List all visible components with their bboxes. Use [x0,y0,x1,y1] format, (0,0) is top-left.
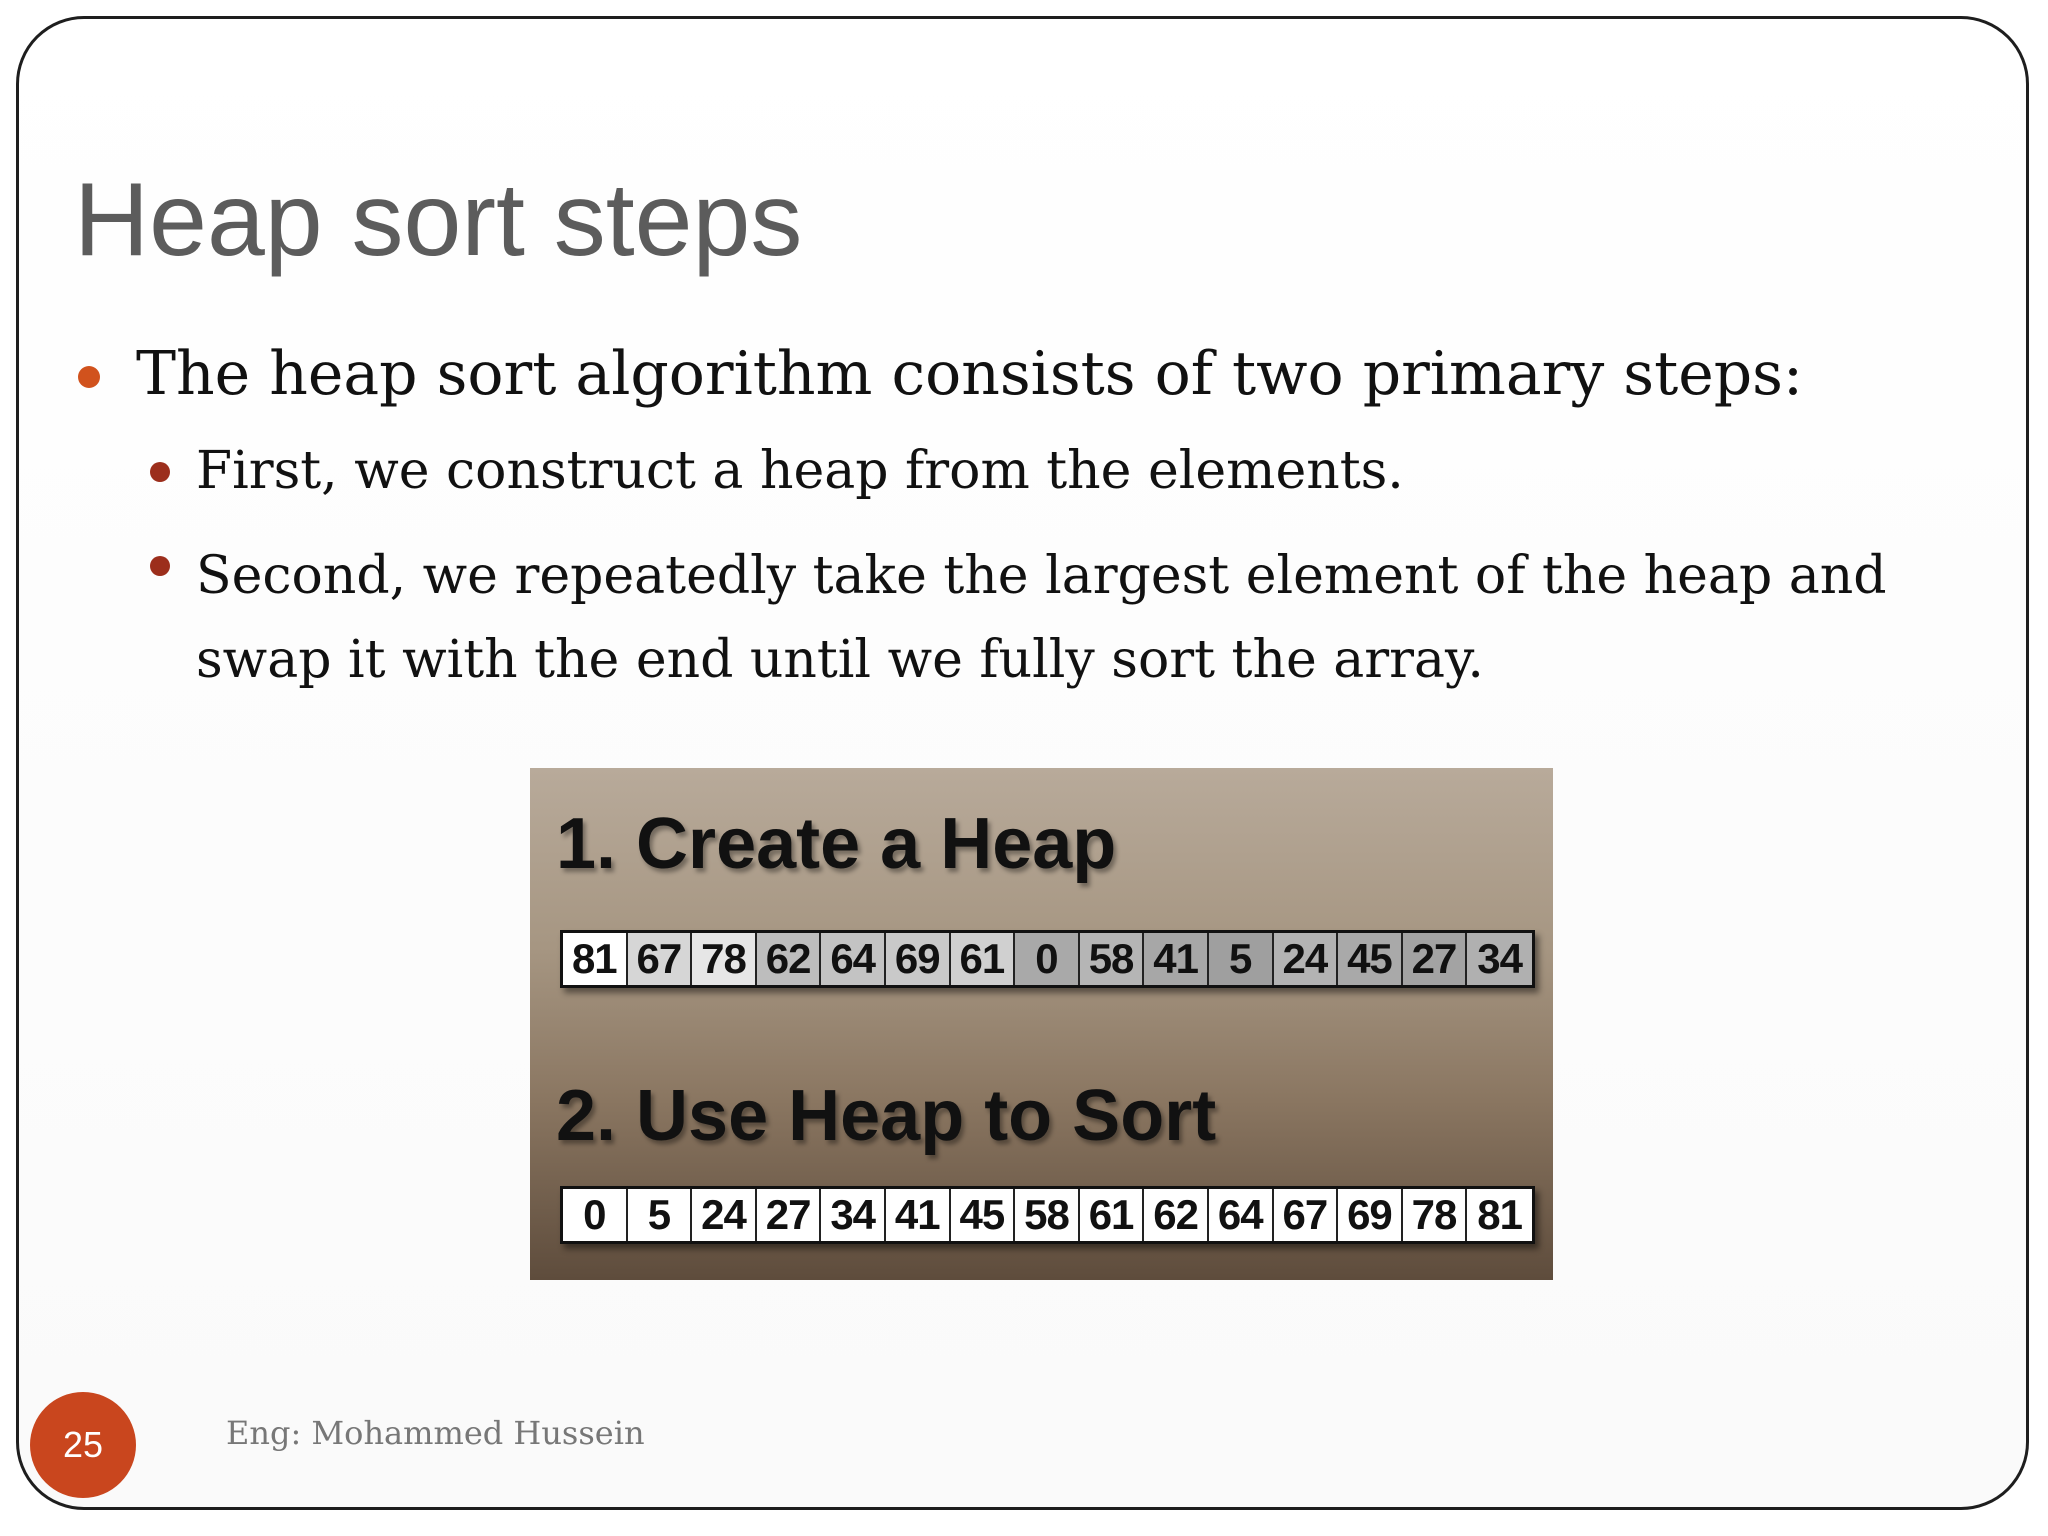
sorted-array-cell: 5 [628,1189,693,1241]
sorted-array-cell: 27 [757,1189,822,1241]
heap-sort-figure [530,768,1553,1280]
heap-array-cell: 62 [757,933,822,985]
sorted-array-cell: 69 [1338,1189,1403,1241]
heap-array [560,930,1535,988]
sorted-array-cell: 41 [886,1189,951,1241]
sorted-array-cell: 62 [1144,1189,1209,1241]
sorted-array-cell: 81 [1467,1189,1532,1241]
bullet-main: The heap sort algorithm consists of two primary steps: [136,339,1804,409]
sub-bullet-second: Second, we repeatedly take the largest element of the heap and swap it with the end until we fully sort the array. [196,546,1887,690]
sorted-array [560,1186,1535,1244]
sorted-array-cell: 34 [821,1189,886,1241]
sorted-array-cell: 58 [1015,1189,1080,1241]
footer-author: Eng: Mohammed Hussein [226,1414,645,1452]
sorted-array-cell: 24 [692,1189,757,1241]
heap-array-cell: 67 [628,933,693,985]
sub-bullet-dot-icon [150,462,170,482]
figure-heading-use-heap: 2. Use Heap to Sort [556,1076,1217,1156]
page-number-badge: 25 [30,1392,136,1498]
heap-array-cell: 34 [1467,933,1532,985]
heap-array-cell: 45 [1338,933,1403,985]
heap-array-cell: 27 [1403,933,1468,985]
heap-array-cell: 69 [886,933,951,985]
sub-bullet-first: First, we construct a heap from the elements. [196,441,1404,501]
sorted-array-cell: 78 [1403,1189,1468,1241]
figure-heading-create-heap: 1. Create a Heap [556,804,1117,884]
heap-array-cell: 24 [1274,933,1339,985]
heap-array-cell: 41 [1144,933,1209,985]
heap-array-cell: 64 [821,933,886,985]
heap-array-cell: 0 [1015,933,1080,985]
heap-array-cell: 58 [1080,933,1145,985]
sorted-array-cell: 45 [951,1189,1016,1241]
sorted-array-cell: 67 [1274,1189,1339,1241]
bullet-dot-icon [78,366,100,388]
sorted-array-cell: 0 [563,1189,628,1241]
sorted-array-cell: 64 [1209,1189,1274,1241]
slide-title: Heap sort steps [74,162,803,278]
sub-bullet-dot-icon [150,556,170,576]
heap-array-cell: 5 [1209,933,1274,985]
heap-array-cell: 78 [692,933,757,985]
sorted-array-cell: 61 [1080,1189,1145,1241]
heap-array-cell: 61 [951,933,1016,985]
heap-array-cell: 81 [563,933,628,985]
